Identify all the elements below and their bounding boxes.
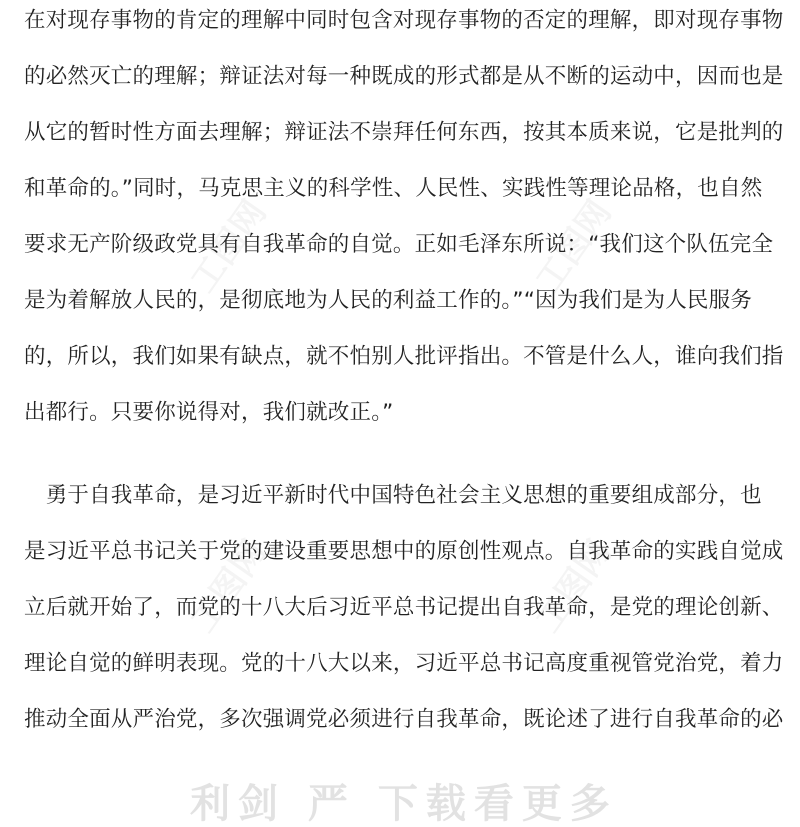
text-line: 勇于自我革命，是习近平新时代中国特色社会主义思想的重要组成部分，也 [24, 483, 762, 508]
text-line: 出都行。只要你说得对，我们就改正。” [24, 400, 394, 425]
text-line: 的必然灭亡的理解；辩证法对每一种既成的形式都是从不断的运动中，因而也是 [24, 64, 784, 89]
watermark: 工图网 [183, 533, 275, 640]
text-line: 的，所以，我们如果有缺点，就不怕别人批评指出。不管是什么人，谁向我们指 [24, 344, 784, 369]
watermark: 工图网 [183, 193, 275, 300]
text-line: 是习近平总书记关于党的建设重要思想中的原创性观点。自我革命的实践自觉成 [24, 539, 784, 564]
footer-text: 利剑 严 下载看更多 [190, 781, 618, 827]
text-line: 立后就开始了，而党的十八大后习近平总书记提出自我革命，是党的理论创新、 [24, 595, 784, 620]
text-line: 要求无产阶级政党具有自我革命的自觉。正如毛泽东所说：“我们这个队伍完全 [24, 232, 774, 257]
text-line: 和革命的。”同时，马克思主义的科学性、人民性、实践性等理论品格，也自然 [24, 176, 763, 201]
text-line: 是为着解放人民的，是彻底地为人民的利益工作的。”“因为我们是为人民服务 [24, 288, 753, 313]
text-line: 推动全面从严治党，多次强调党必须进行自我革命，既论述了进行自我革命的必 [24, 707, 784, 732]
text-line: 在对现存事物的肯定的理解中同时包含对现存事物的否定的理解，即对现存事物 [24, 8, 784, 33]
footer-banner [0, 768, 800, 827]
text-line: 从它的暂时性方面去理解；辩证法不崇拜任何东西，按其本质来说，它是批判的 [24, 120, 784, 145]
text-line: 理论自觉的鲜明表现。党的十八大以来，习近平总书记高度重视管党治党，着力 [24, 651, 784, 676]
watermark: 工图网 [528, 193, 620, 300]
watermark: 工图网 [528, 533, 620, 640]
